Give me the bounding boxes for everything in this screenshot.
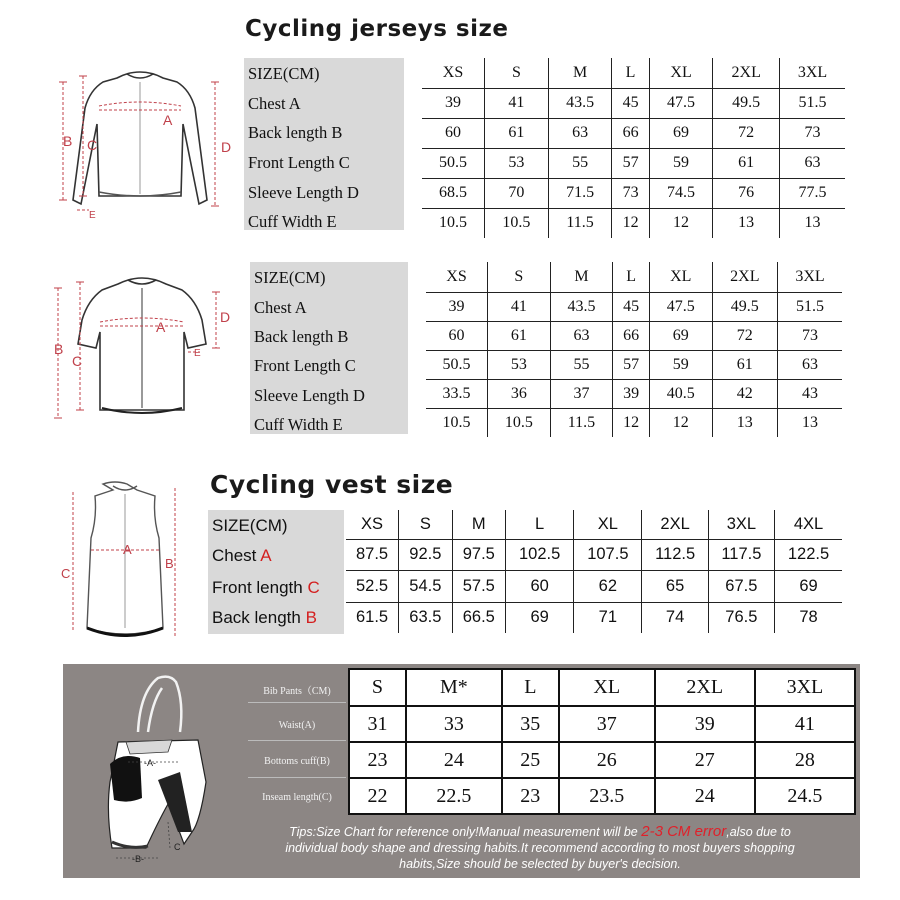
size-header: XL: [649, 262, 712, 292]
short-sleeve-size-table: [426, 262, 842, 437]
diagram-label-c: C: [72, 353, 83, 369]
cell: 69: [506, 602, 574, 633]
cell: 50.5: [426, 350, 488, 379]
cell: 107.5: [574, 539, 642, 570]
cycling-vest-diagram: [55, 478, 195, 643]
size-header: XS: [422, 58, 485, 88]
diagram-label-d: D: [221, 139, 232, 155]
cell: 24: [406, 742, 502, 778]
cell: 112.5: [642, 539, 708, 570]
cell: 74: [642, 602, 708, 633]
cell: 39: [613, 379, 650, 408]
cell: 122.5: [775, 539, 843, 570]
cell: 65: [642, 570, 708, 602]
cell: 69: [649, 321, 712, 350]
cell: 63: [548, 118, 612, 148]
row-label: Back length B: [212, 608, 317, 627]
cell: 13: [713, 208, 780, 238]
diagram-label-b: B: [63, 133, 73, 149]
cell: 54.5: [399, 570, 452, 602]
size-header: 3XL: [708, 510, 774, 539]
cell: 102.5: [506, 539, 574, 570]
cell: 57: [612, 148, 649, 178]
cell: 31: [349, 706, 406, 742]
row-label: Chest A: [248, 94, 301, 113]
cell: 71.5: [548, 178, 612, 208]
cell: 37: [550, 379, 613, 408]
cell: 43: [778, 379, 842, 408]
size-header: L: [506, 510, 574, 539]
cell: 42: [712, 379, 777, 408]
cell: 60: [506, 570, 574, 602]
size-header: 4XL: [775, 510, 843, 539]
row-label: Bottoms cuff(B): [264, 756, 330, 767]
cell: 60: [422, 118, 485, 148]
cell: 40.5: [649, 379, 712, 408]
cell: 22.5: [406, 778, 502, 814]
diagram-label-d: D: [220, 309, 231, 325]
cell: 39: [422, 88, 485, 118]
cell: 35: [502, 706, 559, 742]
jersey-size-title: Cycling jerseys size: [245, 16, 509, 42]
size-header: L: [502, 669, 559, 706]
divider: [248, 702, 346, 703]
cell: 67.5: [708, 570, 774, 602]
cell: 66.5: [452, 602, 505, 633]
size-header: S: [488, 262, 551, 292]
cell: 72: [713, 118, 780, 148]
diagram-label-a: A: [123, 542, 132, 557]
cell: 62: [574, 570, 642, 602]
row-label: SIZE(CM): [248, 64, 320, 83]
cell: 77.5: [779, 178, 845, 208]
cell: 97.5: [452, 539, 505, 570]
cell: 73: [612, 178, 649, 208]
row-label: Sleeve Length D: [248, 183, 359, 202]
cell: 41: [488, 292, 551, 321]
cell: 61.5: [346, 602, 399, 633]
size-header: XL: [649, 58, 713, 88]
size-header: M: [550, 262, 613, 292]
cell: 12: [649, 208, 713, 238]
cell: 23: [349, 742, 406, 778]
cell: 72: [712, 321, 777, 350]
diagram-label-a: A: [156, 319, 166, 335]
size-header: 2XL: [655, 669, 755, 706]
cell: 61: [713, 148, 780, 178]
row-label: Cuff Width E: [254, 415, 343, 434]
cell: 13: [802, 413, 819, 431]
cell: 39: [655, 706, 755, 742]
row-label: Back length B: [248, 123, 343, 142]
cell: 37: [559, 706, 655, 742]
row-label: Sleeve Length D: [254, 386, 365, 405]
cell: 59: [649, 350, 712, 379]
size-header: M: [452, 510, 505, 539]
cell: 78: [799, 608, 818, 627]
cell: 63: [550, 321, 613, 350]
row-label: Back length B: [254, 327, 349, 346]
cell: 10.5: [426, 408, 488, 437]
cell: 68.5: [422, 178, 485, 208]
vest-label-column: [208, 510, 344, 634]
cell: 63: [779, 148, 845, 178]
cell: 73: [779, 118, 845, 148]
cell: 51.5: [778, 292, 842, 321]
cell: 49.5: [712, 292, 777, 321]
row-label: Inseam length(C): [262, 792, 332, 803]
cell: 13: [804, 214, 821, 232]
size-tips-note: Tips:Size Chart for reference only!Manual measurement will be 2-3 CM error,also due to individual body shape and dressing habits.It recommend according to most buyers shopping habits,Size should be selected by buyer's decision.: [285, 823, 795, 871]
cell: 57.5: [452, 570, 505, 602]
cell: 69: [775, 570, 843, 602]
cell: 87.5: [346, 539, 399, 570]
cell: 66: [613, 321, 650, 350]
row-label: SIZE(CM): [254, 268, 326, 287]
size-header: M*: [406, 669, 502, 706]
cell: 12: [613, 408, 650, 437]
cell: 63.5: [399, 602, 452, 633]
diagram-label-a: A: [163, 112, 173, 128]
cell: 49.5: [713, 88, 780, 118]
cell: 71: [574, 602, 642, 633]
size-header: 3XL: [778, 262, 842, 292]
cell: 47.5: [649, 88, 713, 118]
size-header: M: [548, 58, 612, 88]
cell: 10.5: [422, 208, 485, 238]
cell: 51.5: [779, 88, 845, 118]
row-label: Chest A: [212, 546, 272, 565]
row-label: Front Length C: [248, 153, 350, 172]
long-sleeve-jersey-diagram: [55, 68, 245, 228]
cell: 28: [755, 742, 855, 778]
vest-size-title: Cycling vest size: [210, 470, 454, 499]
short-sleeve-jersey-diagram: [50, 270, 240, 430]
cell: 22: [349, 778, 406, 814]
cell: 11.5: [550, 408, 613, 437]
size-header: S: [349, 669, 406, 706]
cell: 24.5: [755, 778, 855, 814]
cell: 55: [548, 148, 612, 178]
cell: 23.5: [559, 778, 655, 814]
divider: [248, 777, 346, 778]
cell: 41: [755, 706, 855, 742]
cell: 57: [613, 350, 650, 379]
cell: 41: [485, 88, 549, 118]
cell: 23: [502, 778, 559, 814]
cell: 13: [712, 408, 777, 437]
bib-shorts-diagram: [88, 672, 248, 872]
diagram-label-b: -B-: [132, 854, 144, 864]
cell: 70: [485, 178, 549, 208]
size-header: 2XL: [713, 58, 780, 88]
size-header: XS: [426, 262, 488, 292]
size-header: XL: [559, 669, 655, 706]
cell: 39: [426, 292, 488, 321]
cell: 63: [778, 350, 842, 379]
size-header: L: [613, 262, 650, 292]
cell: 26: [559, 742, 655, 778]
size-header: 3XL: [755, 669, 855, 706]
diagram-label-b: B: [54, 341, 64, 357]
diagram-label-c: C: [87, 137, 98, 153]
cell: 61: [485, 118, 549, 148]
row-label: Front length C: [212, 578, 320, 597]
size-header: XS: [346, 510, 399, 539]
cell: 74.5: [649, 178, 713, 208]
cell: 12: [612, 208, 649, 238]
cell: 50.5: [422, 148, 485, 178]
cell: 24: [655, 778, 755, 814]
diagram-label-e: E: [194, 348, 201, 359]
cell: 76.5: [708, 602, 774, 633]
cell: 66: [612, 118, 649, 148]
cell: 69: [649, 118, 713, 148]
cell: 117.5: [708, 539, 774, 570]
long-sleeve-label-column: [244, 58, 404, 230]
row-label: Front Length C: [254, 356, 356, 375]
cell: 43.5: [548, 88, 612, 118]
cell: 76: [713, 178, 780, 208]
short-sleeve-label-column: [250, 262, 408, 434]
cell: 10.5: [485, 208, 549, 238]
row-label: Cuff Width E: [248, 212, 337, 231]
size-header: 3XL: [779, 58, 845, 88]
row-label: SIZE(CM): [212, 516, 288, 535]
cell: 33: [406, 706, 502, 742]
diagram-label-c: C: [61, 566, 71, 581]
cell: 52.5: [346, 570, 399, 602]
bib-label-column: [248, 666, 346, 818]
diagram-label-a: -A-: [144, 758, 156, 768]
cell: 53: [488, 350, 551, 379]
cell: 33.5: [426, 379, 488, 408]
cell: 10.5: [488, 408, 551, 437]
cell: 43.5: [550, 292, 613, 321]
cell: 61: [712, 350, 777, 379]
diagram-label-c: C: [174, 842, 181, 852]
cell: 73: [778, 321, 842, 350]
cell: 53: [485, 148, 549, 178]
long-sleeve-size-table: [422, 58, 845, 238]
cell: 61: [488, 321, 551, 350]
cell: 45: [612, 88, 649, 118]
divider: [248, 740, 346, 741]
cell: 25: [502, 742, 559, 778]
cell: 55: [550, 350, 613, 379]
size-header: XL: [574, 510, 642, 539]
cell: 60: [426, 321, 488, 350]
row-label: Waist(A): [278, 720, 316, 731]
cell: 47.5: [649, 292, 712, 321]
cell: 92.5: [399, 539, 452, 570]
vest-size-table: [346, 510, 842, 633]
size-header: 2XL: [642, 510, 708, 539]
size-header: 2XL: [712, 262, 777, 292]
row-label: Bib Pants（CM): [263, 686, 331, 697]
diagram-label-e: E: [89, 210, 96, 221]
cell: 45: [613, 292, 650, 321]
cell: 59: [649, 148, 713, 178]
cell: 27: [655, 742, 755, 778]
row-label: Chest A: [254, 298, 307, 317]
size-header: S: [399, 510, 452, 539]
cell: 36: [488, 379, 551, 408]
cell: 11.5: [548, 208, 612, 238]
size-header: S: [485, 58, 549, 88]
diagram-label-b: B: [165, 556, 174, 571]
cell: 12: [649, 408, 712, 437]
bib-pants-size-table: [348, 668, 856, 815]
size-header: L: [612, 58, 649, 88]
